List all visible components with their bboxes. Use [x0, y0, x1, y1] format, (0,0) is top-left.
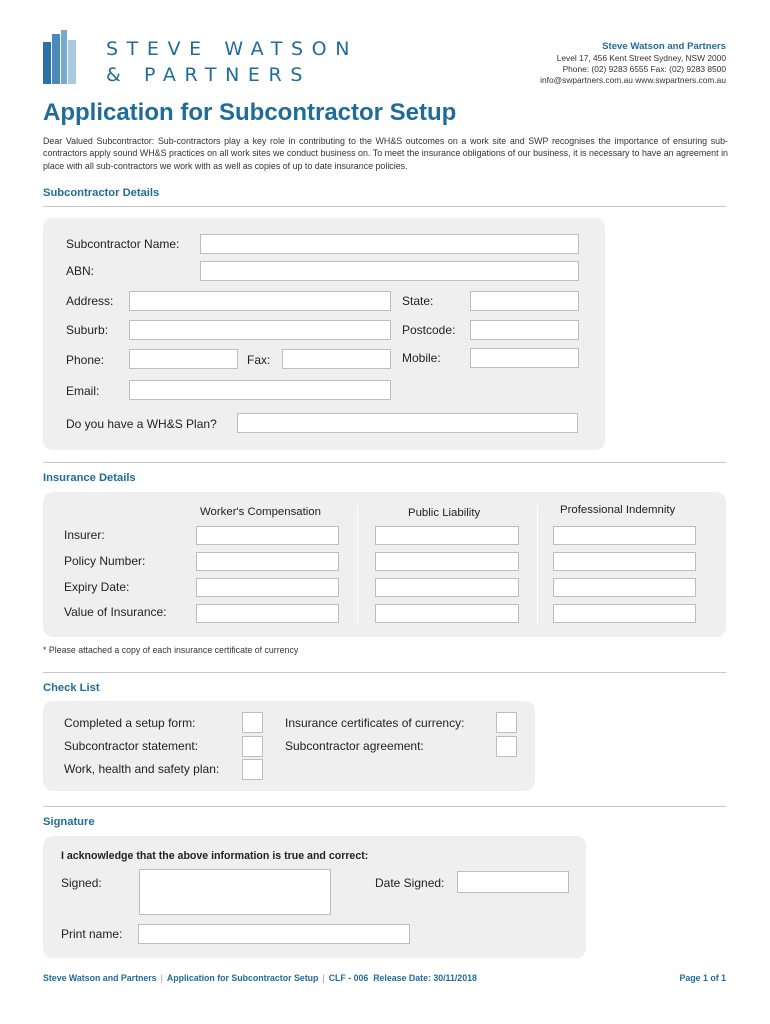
company-contact: [540, 40, 726, 86]
postcode-field[interactable]: [470, 320, 579, 340]
setup-form-label: Completed a setup form:: [64, 716, 196, 730]
public-liability-insurer-field[interactable]: [375, 526, 519, 545]
check-list-heading: Check List: [43, 682, 100, 694]
column-divider: [537, 505, 538, 625]
workers-comp-expiry-field[interactable]: [196, 578, 339, 597]
fax-label: Fax:: [247, 353, 271, 367]
column-divider: [357, 505, 358, 625]
professional-indemnity-value-field[interactable]: [553, 604, 696, 623]
print-name-field[interactable]: [138, 924, 410, 944]
agreement-checkbox[interactable]: [496, 736, 517, 757]
footer-code: CLF - 006: [328, 973, 369, 983]
date-signed-label: Date Signed:: [375, 876, 445, 890]
insurance-note: * Please attached a copy of each insurance certificate of currency: [43, 645, 299, 655]
email-field[interactable]: [129, 380, 391, 400]
expiry-date-label: Expiry Date:: [64, 580, 130, 594]
logo-text-line1: STEVE WATSON: [106, 38, 359, 60]
date-signed-field[interactable]: [457, 871, 569, 893]
divider: [43, 462, 726, 463]
subcontractor-name-field[interactable]: [200, 234, 579, 254]
company-address: Level 17, 456 Kent Street Sydney, NSW 2000: [556, 53, 726, 63]
certificates-label: Insurance certificates of currency:: [285, 716, 465, 730]
professional-indemnity-insurer-field[interactable]: [553, 526, 696, 545]
insurance-details-heading: Insurance Details: [43, 472, 136, 484]
footer: Steve Watson and Partners | Application for Subcontractor Setup | CLF - 006 Release Date: 30/11/2018: [43, 973, 477, 983]
footer-doc-title: Application for Subcontractor Setup: [166, 973, 319, 983]
public-liability-policy-field[interactable]: [375, 552, 519, 571]
statement-label: Subcontractor statement:: [64, 739, 199, 753]
certificates-checkbox[interactable]: [496, 712, 517, 733]
suburb-label: Suburb:: [66, 323, 109, 337]
whs-plan-checkbox[interactable]: [242, 759, 263, 780]
postcode-label: Postcode:: [402, 323, 456, 337]
acknowledge-statement: I acknowledge that the above information is true and correct:: [61, 850, 369, 862]
public-liability-expiry-field[interactable]: [375, 578, 519, 597]
company-phone-fax: Phone: (02) 9283 6555 Fax: (02) 9283 8500: [562, 64, 726, 74]
abn-field[interactable]: [200, 261, 579, 281]
public-liability-value-field[interactable]: [375, 604, 519, 623]
signed-label: Signed:: [61, 876, 102, 890]
phone-field[interactable]: [129, 349, 238, 369]
setup-form-checkbox[interactable]: [242, 712, 263, 733]
print-name-label: Print name:: [61, 927, 123, 941]
abn-label: ABN:: [66, 264, 95, 278]
company-email-web: info@swpartners.com.au www.swpartners.com.au: [540, 75, 726, 85]
workers-comp-policy-field[interactable]: [196, 552, 339, 571]
professional-indemnity-policy-field[interactable]: [553, 552, 696, 571]
whs-plan-field[interactable]: [237, 413, 578, 433]
address-field[interactable]: [129, 291, 391, 311]
email-label: Email:: [66, 384, 100, 398]
signature-field[interactable]: [139, 869, 331, 915]
mobile-field[interactable]: [470, 348, 579, 368]
signature-heading: Signature: [43, 816, 95, 828]
address-label: Address:: [66, 294, 114, 308]
page-title: Application for Subcontractor Setup: [43, 99, 457, 126]
phone-label: Phone:: [66, 353, 105, 367]
whs-plan-checklist-label: Work, health and safety plan:: [64, 762, 220, 776]
company-name: Steve Watson and Partners: [602, 41, 726, 52]
workers-comp-value-field[interactable]: [196, 604, 339, 623]
policy-number-label: Policy Number:: [64, 554, 146, 568]
workers-compensation-header: Worker's Compensation: [200, 506, 321, 518]
value-of-insurance-label: Value of Insurance:: [64, 605, 167, 619]
logo-mark: [43, 30, 76, 84]
professional-indemnity-header: Professional Indemnity: [560, 504, 676, 516]
mobile-label: Mobile:: [402, 351, 441, 365]
public-liability-header: Public Liability: [408, 507, 481, 519]
divider: [43, 206, 726, 207]
suburb-field[interactable]: [129, 320, 391, 340]
subcontractor-details-heading: Subcontractor Details: [43, 187, 160, 199]
footer-release-date: Release Date: 30/11/2018: [373, 973, 477, 983]
subcontractor-name-label: Subcontractor Name:: [66, 237, 180, 251]
page-number: Page 1 of 1: [679, 973, 726, 983]
insurer-label: Insurer:: [64, 528, 105, 542]
whs-plan-label: Do you have a WH&S Plan?: [66, 417, 217, 431]
intro-paragraph: Dear Valued Subcontractor: Sub-contractors play a key role in contributing to the WH&S outcomes on a work site and SWP recognises the importance of ensuring sub-contractors apply sound WH&S practices on all work sites we conduct business on. To meet the insurance obligations of our business, it is necessary to have an agreement in place with all sub-contractors we work with as well as copies of up to date insurance policies.: [43, 136, 728, 171]
state-label: State:: [402, 294, 434, 308]
divider: [43, 806, 726, 807]
footer-company: Steve Watson and Partners: [43, 973, 157, 983]
professional-indemnity-expiry-field[interactable]: [553, 578, 696, 597]
state-field[interactable]: [470, 291, 579, 311]
agreement-label: Subcontractor agreement:: [285, 739, 424, 753]
workers-comp-insurer-field[interactable]: [196, 526, 339, 545]
fax-field[interactable]: [282, 349, 391, 369]
divider: [43, 672, 726, 673]
statement-checkbox[interactable]: [242, 736, 263, 757]
logo-text-line2: & PARTNERS: [106, 64, 312, 86]
